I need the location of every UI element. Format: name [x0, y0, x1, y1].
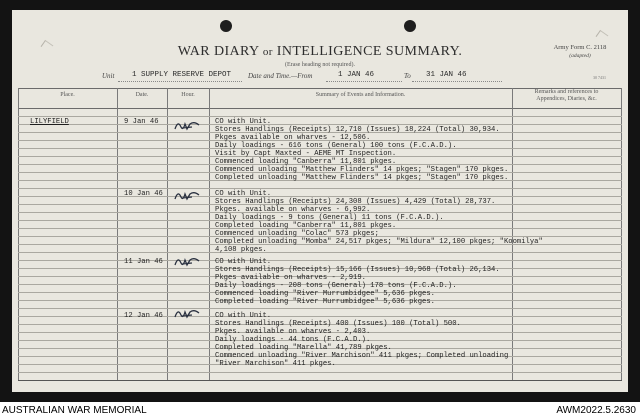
to-value-text: 31 JAN 46	[426, 71, 467, 79]
to-value	[412, 71, 502, 82]
row-rule	[18, 188, 622, 189]
column-header-remarks	[512, 89, 621, 103]
punch-hole-icon	[220, 20, 232, 32]
column-header-date: Date.	[135, 92, 149, 98]
entry-line: Completed loading "Canberra" 11,801 pkges.	[215, 222, 397, 230]
from-value-text: 1 JAN 46	[338, 71, 375, 79]
column-header-summary: Summary of Events and Information.	[315, 92, 406, 98]
form-number	[540, 44, 620, 60]
entry-line: Pkges available on wharves - 2,919.	[215, 274, 366, 282]
entry-line: Completed unloading "Momba" 24,517 pkges; "Mildura" 12,100 pkges; "Koomilya"	[215, 238, 543, 246]
entry-line: Daily loadings - 9 tons (General) 11 tons (F.C.A.D.).	[215, 214, 444, 222]
from-value	[326, 71, 402, 82]
page-subtitle: (Erase heading not required).	[285, 62, 355, 68]
paper-tear-mark	[596, 30, 609, 42]
entry-line: CO with Unit.	[215, 258, 272, 266]
row-rule	[18, 252, 622, 253]
signature-mark-icon	[172, 186, 202, 208]
caption-institution: AUSTRALIAN WAR MEMORIAL	[2, 405, 147, 416]
unit-row	[12, 72, 628, 86]
entry-line: Commenced loading "River Murrumbidgee" 5,636 pkges.	[215, 290, 435, 298]
row-rule	[18, 316, 622, 317]
entry-line: Commenced unloading "Colac" 573 pkges;	[215, 230, 379, 238]
punch-hole-icon	[404, 20, 416, 32]
entry-date: 10 Jan 46	[124, 190, 163, 198]
entry-line: CO with Unit.	[215, 312, 272, 320]
entry-line: Pkges available on wharves - 12,506.	[215, 134, 371, 142]
entry-line: Daily loadings - 44 tons (F.C.A.D.).	[215, 336, 371, 344]
entry-line: CO with Unit.	[215, 190, 272, 198]
entry-line: Stores Handlings (Receipts) 12,710 (Issues) 18,224 (Total) 30,934.	[215, 126, 500, 134]
entry-line: Stores Handlings (Receipts) 400 (Issues) 100 (Total) 500.	[215, 320, 461, 328]
column-header-place: Place.	[60, 92, 75, 98]
entry-line: Completed unloading "Matthew Flinders" 14 pkges; "Stagen" 170 pkges.	[215, 174, 509, 182]
form-print-code: 30 7431	[593, 75, 606, 80]
to-label: To	[404, 72, 411, 80]
entry-line: Visit by Capt Maxted - AEME MT Inspection.	[215, 150, 397, 158]
unit-value-text: 1 SUPPLY RESERVE DEPOT	[132, 71, 232, 79]
entry-line: CO with Unit.	[215, 118, 272, 126]
entry-line: Completed loading "River Murrumbidgee" 5,636 pkges.	[215, 298, 435, 306]
form-adapted: (adapted)	[569, 53, 591, 59]
entry-line: 4,108 pkges.	[215, 246, 267, 254]
entry-line: "River Marchison" 411 pkges.	[215, 360, 336, 368]
signature-mark-icon	[172, 252, 202, 274]
entry-line: Daily loadings - 208 tons (General) 178 tons (F.C.A.D.).	[215, 282, 457, 290]
remarks-header-line-1: Remarks and references to	[534, 89, 599, 95]
row-rule	[18, 116, 622, 117]
caption-accession-number: AWM2022.5.2630	[556, 405, 636, 416]
entry-line: Pkges. available on wharves - 6,992.	[215, 206, 371, 214]
title-main: WAR DIARY	[177, 44, 259, 59]
page-title	[12, 44, 628, 60]
entry-date: 11 Jan 46	[124, 258, 163, 266]
entry-line: Daily loadings - 616 tons (General) 100 tons (F.C.A.D.).	[215, 142, 457, 150]
title-rest: INTELLIGENCE SUMMARY.	[276, 44, 463, 59]
title-or: or	[262, 46, 273, 58]
entry-place: LILYFIELD	[30, 118, 69, 126]
signature-mark-icon	[172, 304, 202, 326]
entry-line: Commenced unloading "Matthew Flinders" 14 pkges; "Stagen" 170 pkges.	[215, 166, 509, 174]
signature-mark-icon	[172, 116, 202, 138]
row-rule	[18, 196, 622, 197]
diary-page	[12, 10, 628, 392]
row-rule	[18, 124, 622, 125]
row-rule	[18, 260, 622, 261]
header-bottom-rule	[18, 108, 622, 109]
entry-date: 9 Jan 46	[124, 118, 159, 126]
entry-line: Stores Handlings (Receipts) 24,308 (Issues) 4,429 (Total) 28,737.	[215, 198, 496, 206]
form-number-text: Army Form C. 2118	[553, 44, 607, 51]
row-rule	[18, 372, 622, 373]
unit-label: Unit	[102, 72, 115, 80]
entry-line: Completed loading "Marella" 41,789 pkges.	[215, 344, 392, 352]
row-rule	[18, 308, 622, 309]
column-header-hour: Hour.	[181, 92, 195, 98]
entry-date: 12 Jan 46	[124, 312, 163, 320]
unit-value	[118, 71, 242, 82]
entry-line: Commenced loading "Canberra" 11,801 pkges.	[215, 158, 397, 166]
entry-line: Commenced unloading "River Marchison" 411 pkges; Completed unloading	[215, 352, 509, 360]
remarks-header-line-2: Appendices, Diaries, &c.	[536, 96, 597, 102]
entry-line: Pkges. available on wharves - 2,403.	[215, 328, 371, 336]
table-bottom-rule	[18, 380, 622, 381]
date-label: Date and Time.—From	[248, 72, 313, 80]
entry-line: Stores Handlings (Receipts) 15,166 (Issues) 10,968 (Total) 26,134.	[215, 266, 500, 274]
